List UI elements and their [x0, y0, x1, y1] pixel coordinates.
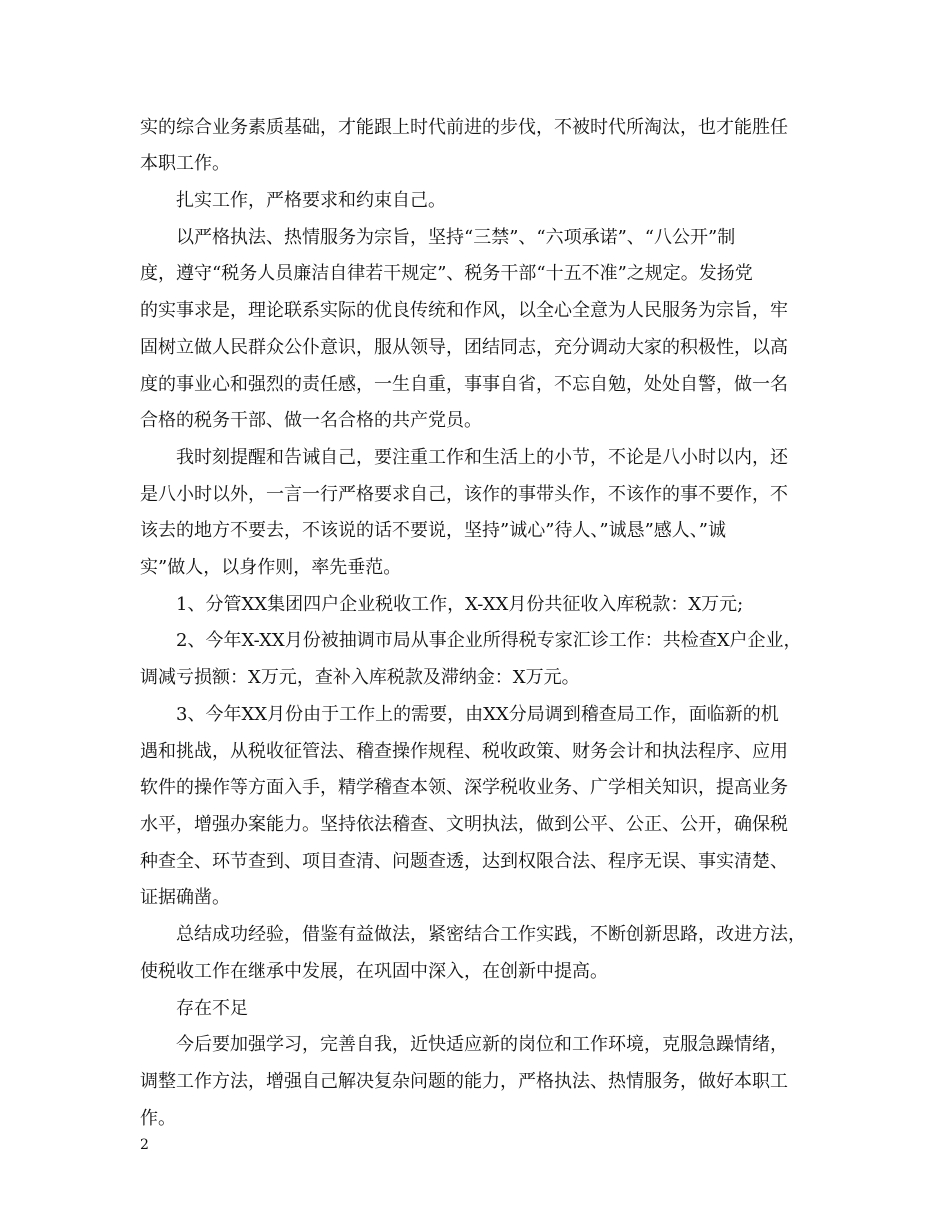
- text-line: 总结成功经验，借鉴有益做法，紧密结合工作实践，不断创新思路，改进方法，: [176, 924, 806, 945]
- text-line: 是八小时以外，一言一行严格要求自己，该作的事带头作，不该作的事不要作，不: [140, 484, 788, 505]
- text-line: 以严格执法、热情服务为宗旨，坚持“三禁”、“六项承诺”、“八公开”制: [176, 227, 736, 248]
- text-line: 1、分管XX集团四户企业税收工作，X-XX月份共征收入库税款：X万元;: [176, 594, 744, 615]
- text-line: 作。: [140, 1108, 176, 1129]
- text-line: 软件的操作等方面入手，精学稽查本领、深学税收业务、广学相关知识，提高业务: [140, 777, 788, 798]
- text-line: 该去的地方不要去，不该说的话不要说，坚持”诚心”待人、”诚恳”感人、”诚: [140, 520, 727, 541]
- text-line: 调整工作方法，增强自己解决复杂问题的能力，严格执法、热情服务，做好本职工: [140, 1071, 788, 1092]
- text-line: 合格的税务干部、做一名合格的共产党员。: [140, 410, 482, 431]
- text-line: 我时刻提醒和告诫自己，要注重工作和生活上的小节，不论是八小时以内，还: [176, 447, 788, 468]
- text-line: 遇和挑战，从税收征管法、稽查操作规程、税收政策、财务会计和执法程序、应用: [140, 741, 788, 762]
- text-line: 度的事业心和强烈的责任感，一生自重，事事自省，不忘自勉，处处自警，做一名: [140, 374, 788, 395]
- text-line: 2、今年X-XX月份被抽调市局从事企业所得税专家汇诊工作：共检查X户企业，: [176, 630, 802, 651]
- text-line: 调减亏损额：X万元，查补入库税款及滞纳金：X万元。: [140, 667, 580, 688]
- text-line: 水平，增强办案能力。坚持依法稽查、文明执法，做到公平、公正、公开，确保税: [140, 814, 788, 835]
- page-number: 2: [140, 1137, 149, 1153]
- text-line: 的实事求是，理论联系实际的优良传统和作风，以全心全意为人民服务为宗旨，牢: [140, 300, 788, 321]
- text-line: 实的综合业务素质基础，才能跟上时代前进的步伐，不被时代所淘汰，也才能胜任: [140, 117, 788, 138]
- text-line: 固树立做人民群众公仆意识，服从领导，团结同志，充分调动大家的积极性，以高: [140, 337, 788, 358]
- text-line: 今后要加强学习，完善自我，近快适应新的岗位和工作环境，克服急躁情绪，: [176, 1034, 788, 1055]
- text-line: 扎实工作，严格要求和约束自己。: [176, 190, 446, 211]
- text-line: 使税收工作在继承中发展，在巩固中深入，在创新中提高。: [140, 961, 608, 982]
- text-line: 度，遵守“税务人员廉洁自律若干规定”、税务干部“十五不准”之规定。发扬党: [140, 263, 753, 284]
- text-line: 证据确凿。: [140, 887, 230, 908]
- text-line: 3、今年XX月份由于工作上的需要，由XX分局调到稽查局工作，面临新的机: [176, 704, 779, 725]
- text-line: 本职工作。: [140, 153, 230, 174]
- text-line: 存在不足: [176, 998, 248, 1019]
- text-line: 实”做人，以身作则，率先垂范。: [140, 557, 402, 578]
- text-line: 种查全、环节查到、项目查清、问题查透，达到权限合法、程序无误、事实清楚、: [140, 851, 788, 872]
